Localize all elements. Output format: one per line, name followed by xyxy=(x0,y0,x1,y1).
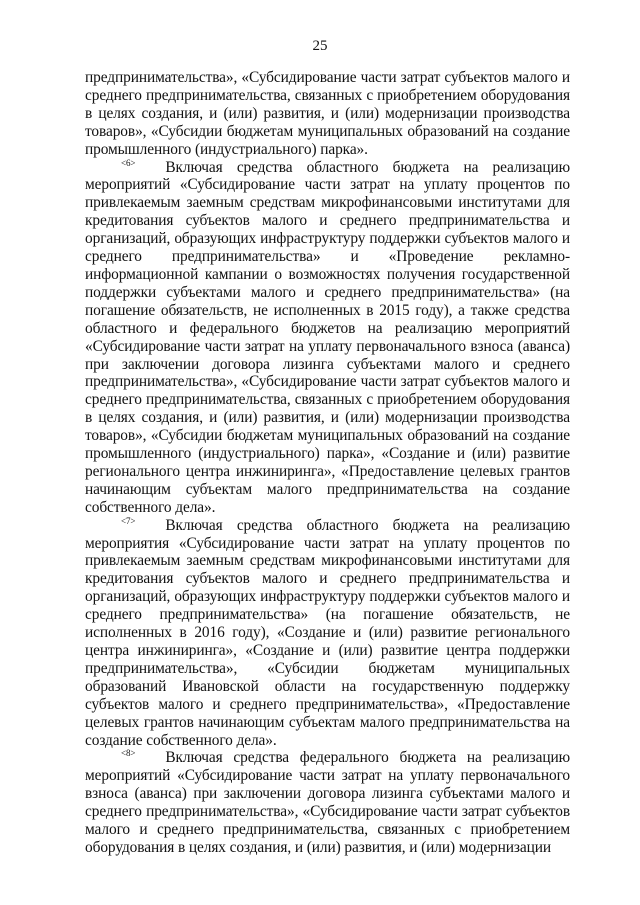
document-body xyxy=(85,69,570,857)
footnote-7 xyxy=(85,517,570,750)
paragraph-text: предпринимательства», «Субсидирование части затрат субъектов малого и среднего предпринимательства, связанных с приобретением оборудования в целях создания, и (или) развития, и (или) модернизации производства товаров», «Субсидии бюджетам муниципальных образований на создание промышленного (индустриального) парка». xyxy=(85,69,570,158)
page-number: 25 xyxy=(312,38,328,54)
footnote-text: Включая средства областного бюджета на реализацию мероприятий «Субсидирование части затрат на уплату процентов по привлекаемым заемным средствам микрофинансовыми институтами для кредитования субъектов малого и среднего предпринимательства и организаций, образующих инфраструктуру поддержки субъектов малого и среднего предпринимательства» и «Проведение рекламно-информационной кампании о возможностях получения государственной поддержки субъектами малого и среднего предпринимательства» (на погашение обязательств, не исполненных в 2015 году), а также средства областного и федерального бюджетов на реализацию мероприятий «Субсидирование части затрат на уплату первоначального взноса (аванса) при заключении договора лизинга субъектами малого и среднего предпринимательства», «Субсидирование части затрат субъектов малого и среднего предпринимательства, связанных с приобретением оборудования в целях создания, и (или) развития, и (или) модернизации производства товаров», «Субсидии бюджетам муниципальных образований на создание промышленного (индустриального) парка», «Создание и (или) развитие регионального центра инжиниринга», «Предоставление целевых грантов начинающим субъектам малого предпринимательства на создание собственного дела». xyxy=(85,158,570,516)
footnote-marker: <8> xyxy=(121,748,136,759)
footnote-marker: <6> xyxy=(121,157,136,168)
footnote-8 xyxy=(85,749,570,856)
footnote-marker: <7> xyxy=(121,515,136,526)
paragraph-continuation xyxy=(85,69,570,159)
footnote-6 xyxy=(85,159,570,517)
footnote-text: Включая средства федерального бюджета на реализацию мероприятий «Субсидирование части затрат на уплату первоначального взноса (аванса) при заключении договора лизинга субъектами малого и среднего предпринимательства», «Субсидирование части затрат субъектов малого и среднего предпринимательства, связанных с приобретением оборудования в целях создания, и (или) развития, и (или) модернизации xyxy=(85,749,570,856)
footnote-text: Включая средства областного бюджета на реализацию мероприятия «Субсидирование части затрат на уплату процентов по привлекаемым заемным средствам микрофинансовыми институтами для кредитования субъектов малого и среднего предпринимательства и организаций, образующих инфраструктуру поддержки субъектов малого и среднего предпринимательства» (на погашение обязательств, не исполненных в 2016 году), «Создание и (или) развитие регионального центра инжиниринга», «Создание и (или) развитие центра поддержки предпринимательства», «Субсидии бюджетам муниципальных образований Ивановской области на государственную поддержку субъектов малого и среднего предпринимательства», «Предоставление целевых грантов начинающим субъектам малого предпринимательства на создание собственного дела». xyxy=(85,516,570,749)
